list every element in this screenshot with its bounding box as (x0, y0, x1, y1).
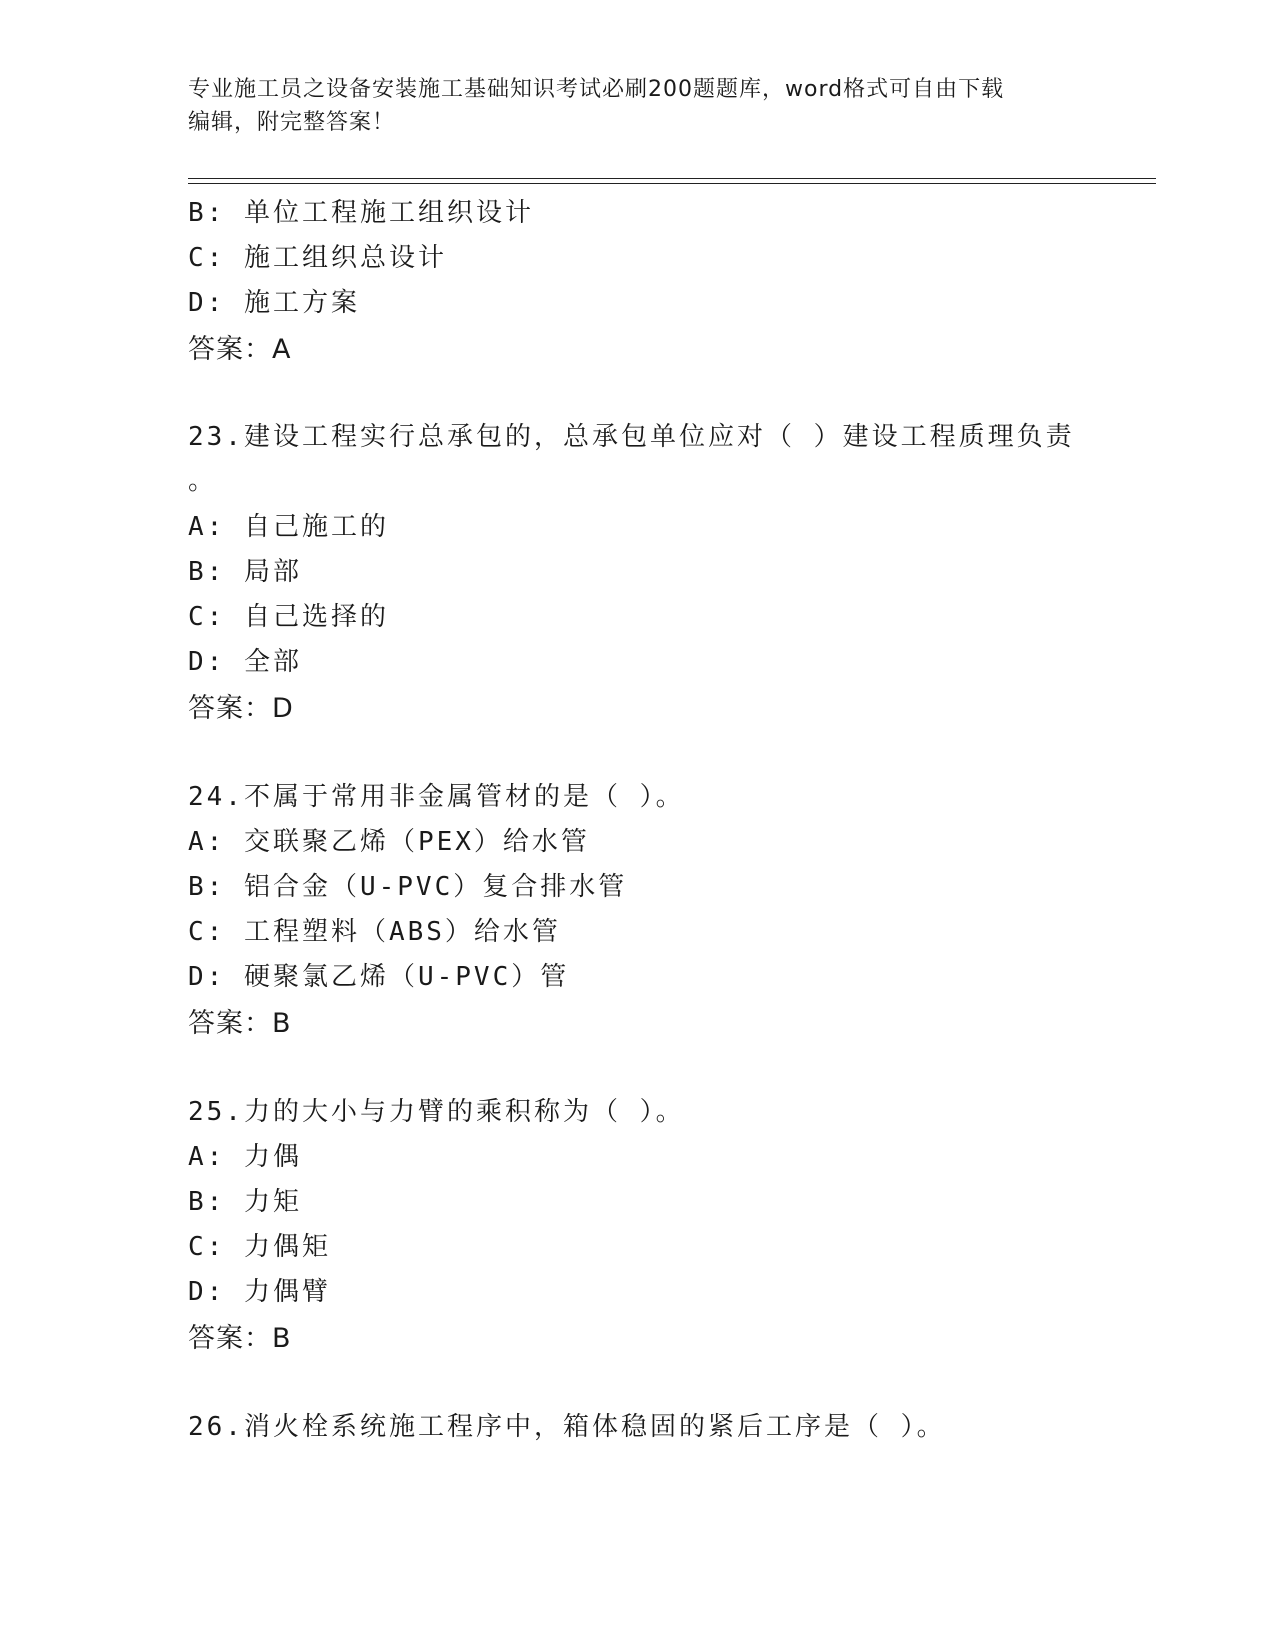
q25-option-c: C: 力偶矩 (188, 1232, 331, 1262)
header-divider-bottom (188, 183, 1156, 184)
q23-option-a: A: 自己施工的 (188, 512, 389, 542)
q23-option-c: C: 自己选择的 (188, 602, 389, 632)
q22-option-b: B: 单位工程施工组织设计 (188, 198, 534, 228)
q22-option-c: C: 施工组织总设计 (188, 243, 447, 273)
header-title-line-1: 专业施工员之设备安装施工基础知识考试必刷200题题库，word格式可自由下载 (188, 77, 1005, 102)
q24-answer: 答案：B (188, 1008, 292, 1039)
q24-option-b: B: 铝合金（U-PVC）复合排水管 (188, 872, 628, 902)
q25-answer: 答案：B (188, 1323, 292, 1354)
q22-answer: 答案：A (188, 334, 292, 365)
q25-option-a: A: 力偶 (188, 1142, 302, 1172)
q23-option-b: B: 局部 (188, 557, 302, 587)
q25-option-b: B: 力矩 (188, 1187, 302, 1217)
q24-option-a: A: 交联聚乙烯（PEX）给水管 (188, 827, 590, 857)
q22-option-d: D: 施工方案 (188, 288, 360, 318)
q23-answer: 答案：D (188, 693, 294, 724)
q26-question: 26.消火栓系统施工程序中，箱体稳固的紧后工序是（ ）。 (188, 1412, 946, 1442)
q25-question: 25.力的大小与力臂的乘积称为（ ）。 (188, 1097, 685, 1127)
q23-option-d: D: 全部 (188, 647, 302, 677)
document-header (188, 73, 1088, 139)
q23-question-continued: 。 (188, 466, 218, 496)
q24-option-c: C: 工程塑料（ABS）给水管 (188, 917, 561, 947)
header-divider-top (188, 178, 1156, 179)
q24-option-d: D: 硬聚氯乙烯（U-PVC）管 (188, 962, 570, 992)
q24-question: 24.不属于常用非金属管材的是（ ）。 (188, 782, 685, 812)
q23-question: 23.建设工程实行总承包的，总承包单位应对（ ）建设工程质理负责 (188, 422, 1075, 452)
header-title-line-2: 编辑，附完整答案！ (188, 110, 396, 135)
q25-option-d: D: 力偶臂 (188, 1277, 331, 1307)
